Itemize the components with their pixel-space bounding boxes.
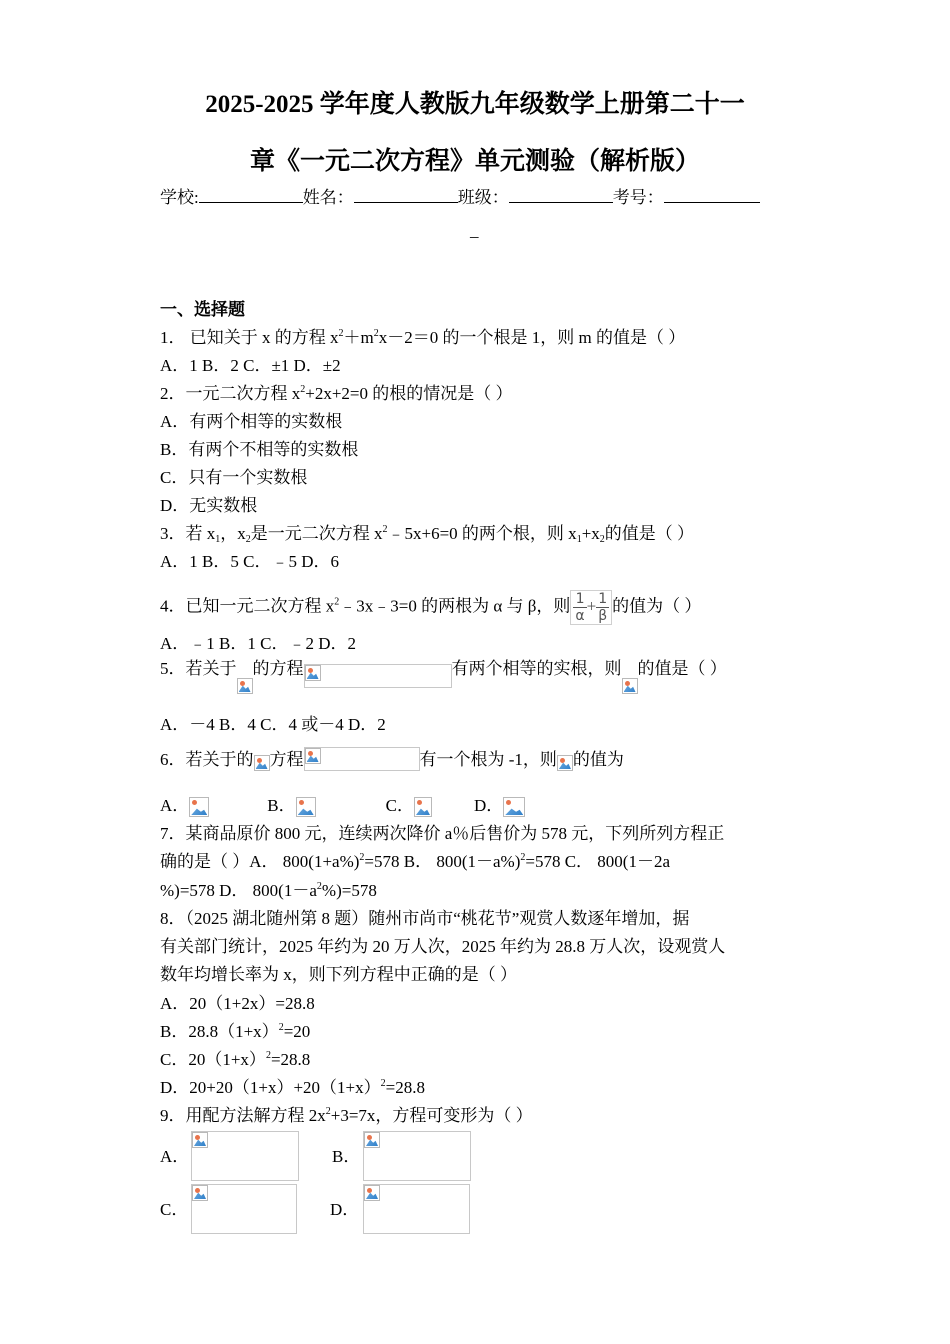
q7-text: 确的是（ ）A． 800(1+a%) xyxy=(160,852,360,871)
q3-text: +x xyxy=(581,524,600,543)
q8-text: C．20（1+x） xyxy=(160,1050,266,1069)
q5-text: 的值是（ ） xyxy=(637,659,727,678)
broken-image-icon xyxy=(622,678,638,694)
q6-option-c-label: C． xyxy=(385,796,414,815)
q8-option-a: A．20（1+2x）=28.8 xyxy=(160,994,315,1013)
option-d-image xyxy=(503,797,525,817)
page-title-line-2: 章《一元二次方程》单元测验（解析版） xyxy=(249,148,700,175)
q9-option-d-label: D． xyxy=(330,1200,360,1219)
q3-text: 3．若 x xyxy=(160,524,216,543)
name-blank[interactable] xyxy=(354,186,458,203)
q9-option-a-label: A． xyxy=(160,1147,190,1166)
q6-option-b-label: B． xyxy=(267,796,296,815)
broken-image-icon xyxy=(364,1185,380,1201)
q1-options: A．1 B．2 C．±1 D．±2 xyxy=(160,356,341,375)
question-3 xyxy=(160,522,694,546)
q6-option-d-label: D． xyxy=(473,796,504,815)
q1-text: 1． 已知关于 x 的方程 x xyxy=(160,328,339,347)
q3-text: ﹣5x+6=0 的两个根，则 x xyxy=(387,524,577,543)
question-1 xyxy=(160,326,685,350)
class-blank[interactable] xyxy=(509,186,613,203)
student-info-row xyxy=(160,186,760,210)
school-blank[interactable] xyxy=(199,186,303,203)
question-5 xyxy=(160,657,727,694)
q6-option-a-label: A． xyxy=(160,796,190,815)
q2-option-a: A．有两个相等的实数根 xyxy=(160,412,343,431)
q6-text: 有一个根为 -1，则 xyxy=(419,750,557,769)
superscript: 2 xyxy=(265,1050,271,1061)
q9-option-b-image xyxy=(363,1131,471,1181)
q7-text: =578 C． 800(1－2a xyxy=(525,852,671,871)
q3-text: ，x xyxy=(220,524,246,543)
q7-text: =578 B． 800(1－a%) xyxy=(364,852,521,871)
numerator: 1 xyxy=(573,591,586,608)
superscript: 2 xyxy=(380,1078,386,1089)
q5-options: A．－4 B．4 C．4 或－4 D．2 xyxy=(160,715,386,734)
subscript: 2 xyxy=(245,534,251,545)
equation-image-placeholder xyxy=(304,747,420,771)
q9-option-c-label: C． xyxy=(160,1200,189,1219)
superscript: 2 xyxy=(325,1106,331,1117)
section-heading: 一、选择题 xyxy=(160,300,245,319)
q9-text: 9．用配方法解方程 2x xyxy=(160,1106,326,1125)
q8-text: =28.8 xyxy=(270,1050,311,1069)
q9-text: +3=7x，方程可变形为（ ） xyxy=(330,1106,533,1125)
q9-option-d-image xyxy=(363,1184,470,1234)
school-label: 学校: xyxy=(160,188,199,207)
question-4 xyxy=(160,590,701,625)
q8-text: D．20+20（1+x）+20（1+x） xyxy=(160,1078,381,1097)
denominator: β xyxy=(598,608,608,624)
q8-option-d xyxy=(160,1076,425,1100)
q8-option-c xyxy=(160,1048,310,1072)
q5-text: 的方程 xyxy=(252,659,304,678)
broken-image-icon xyxy=(557,755,573,771)
subscript: 1 xyxy=(576,534,582,545)
q6-text: 6．若关于的 xyxy=(160,750,254,769)
name-label: 姓名： xyxy=(302,188,354,207)
q3-options: A．1 B．5 C．﹣5 D．6 xyxy=(160,552,339,571)
plus-sign: + xyxy=(586,596,597,616)
fraction-1-beta xyxy=(596,591,609,624)
class-label: 班级： xyxy=(457,188,509,207)
q2-option-c: C．只有一个实数根 xyxy=(160,468,308,487)
broken-image-icon xyxy=(305,665,321,681)
broken-image-icon xyxy=(254,755,270,771)
page-title-line-1: 2025-2025 学年度人教版九年级数学上册第二十一 xyxy=(205,91,745,118)
denominator: α xyxy=(575,608,585,624)
q2-text: +2x+2=0 的根的情况是（ ） xyxy=(305,384,513,403)
q8-text: B．28.8（1+x） xyxy=(160,1022,279,1041)
option-a-image xyxy=(189,797,209,817)
q6-text: 的值为 xyxy=(572,750,624,769)
q6-options xyxy=(160,794,525,818)
exam-no-blank[interactable] xyxy=(664,186,760,203)
question-2 xyxy=(160,382,513,406)
fraction-expression xyxy=(570,590,612,625)
q8-text: =20 xyxy=(283,1022,311,1041)
q7-text: %)=578 xyxy=(321,881,377,900)
option-c-image xyxy=(414,797,432,817)
q2-text: 2．一元二次方程 x xyxy=(160,384,301,403)
superscript: 2 xyxy=(278,1022,284,1033)
superscript: 2 xyxy=(300,384,306,395)
superscript: 2 xyxy=(334,596,340,608)
q8-option-b xyxy=(160,1020,310,1044)
q4-text: 4．已知一元二次方程 x xyxy=(160,596,335,616)
option-b-image xyxy=(296,797,316,817)
question-6 xyxy=(160,747,624,772)
exam-no-label: 考号： xyxy=(612,188,664,207)
q5-text: 有两个相等的实根，则 xyxy=(451,659,622,678)
broken-image-icon xyxy=(364,1132,380,1148)
q1-text: x－2＝0 的一个根是 1，则 m 的值是（ ） xyxy=(378,328,686,347)
question-7-line-3 xyxy=(160,879,377,903)
superscript: 2 xyxy=(359,852,365,863)
question-8-line-2: 有关部门统计，2025 年约为 20 万人次，2025 年约为 28.8 万人次，设观赏人 xyxy=(160,937,726,956)
q6-text: 方程 xyxy=(269,750,304,769)
q9-option-a-image xyxy=(191,1131,299,1181)
q4-text: ﹣3x﹣3=0 的两根为 α 与 β，则 xyxy=(339,596,571,616)
broken-image-icon xyxy=(237,678,253,694)
question-7-line-1: 7．某商品原价 800 元，连续两次降价 a％后售价为 578 元，下列所列方程正 xyxy=(160,824,725,843)
broken-image-icon xyxy=(192,1132,208,1148)
numerator: 1 xyxy=(596,591,609,608)
question-7-line-2 xyxy=(160,850,670,874)
superscript: 2 xyxy=(382,524,388,535)
broken-image-icon xyxy=(192,1185,208,1201)
q2-option-b: B．有两个不相等的实数根 xyxy=(160,440,359,459)
question-8-line-1: 8．（2025 湖北随州第 8 题）随州市尚市“桃花节”观赏人数逐年增加，据 xyxy=(160,909,690,928)
q5-text: 5．若关于 xyxy=(160,659,237,678)
equation-image-placeholder xyxy=(304,664,452,688)
q9-option-b-label: B． xyxy=(332,1147,361,1166)
q3-text: 是一元二次方程 x xyxy=(250,524,383,543)
q1-text: ＋m xyxy=(343,328,374,347)
subscript: 2 xyxy=(599,534,605,545)
q3-text: 的值是（ ） xyxy=(604,524,695,543)
fraction-1-alpha xyxy=(573,591,586,624)
q9-option-c-image xyxy=(191,1184,297,1234)
info-tail: _ xyxy=(470,221,479,240)
superscript: 2 xyxy=(373,328,379,339)
q2-option-d: D．无实数根 xyxy=(160,496,258,515)
q7-text: %)=578 D． 800(1－a xyxy=(160,881,317,900)
q8-text: =28.8 xyxy=(385,1078,425,1097)
superscript: 2 xyxy=(338,328,344,339)
subscript: 1 xyxy=(215,534,221,545)
superscript: 2 xyxy=(520,852,526,863)
q4-options: A．﹣1 B．1 C．﹣2 D．2 xyxy=(160,634,356,653)
broken-image-icon xyxy=(305,748,321,764)
question-8-line-3: 数年均增长率为 x，则下列方程中正确的是（ ） xyxy=(160,965,517,984)
q4-text: 的值为（ ） xyxy=(612,596,702,616)
superscript: 2 xyxy=(316,881,322,892)
question-9 xyxy=(160,1104,533,1128)
